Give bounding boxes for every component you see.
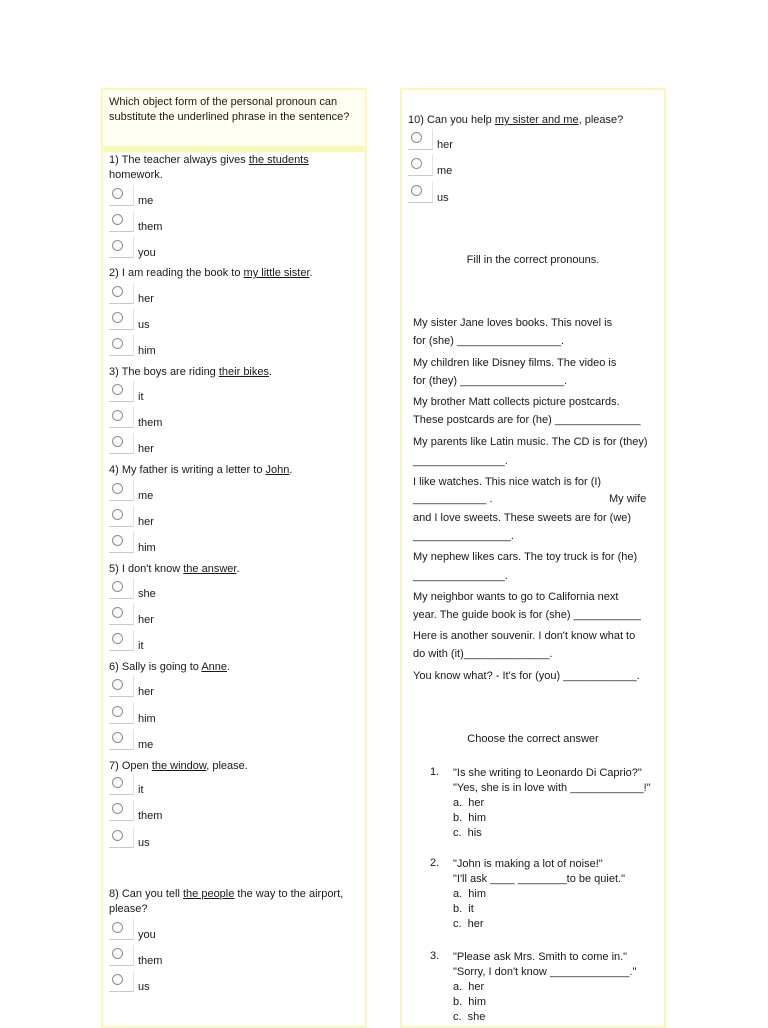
question-text-pre: 4) My father is writing a letter to (109, 464, 266, 476)
radio-button[interactable] (109, 433, 134, 454)
fill-line: These postcards are for (he) ______________ (413, 414, 641, 426)
radio-button[interactable] (109, 309, 134, 330)
question-text-post: , please. (206, 760, 248, 772)
question-text (109, 153, 363, 183)
question-text-pre: 10) Can you help (408, 114, 495, 126)
answer-option[interactable] (109, 185, 259, 211)
radio-button[interactable] (109, 630, 134, 651)
option-label: you (138, 247, 156, 259)
radio-button[interactable] (109, 919, 134, 940)
underlined-phrase: the people (182, 888, 235, 900)
mc-line: a. her (453, 797, 485, 809)
underlined-phrase: the window (151, 760, 207, 772)
answer-option[interactable] (109, 237, 259, 263)
answer-option[interactable] (109, 827, 259, 853)
mc-line: c. she (453, 1011, 486, 1023)
mc-line: b. it (453, 903, 474, 915)
fill-line: My wife (609, 493, 647, 505)
answer-option[interactable] (109, 407, 259, 433)
option-label: her (138, 686, 154, 698)
answer-option[interactable] (109, 919, 259, 945)
answer-option[interactable] (109, 433, 259, 459)
fill-line: Here is another souvenir. I don't know what to (413, 630, 636, 642)
fill-line: do with (it)______________. (413, 648, 553, 660)
instructions: Which object form of the personal pronoun can substitute the underlined phrase in the sentence? (101, 88, 367, 148)
fill-line: I like watches. This nice watch is for (I) (413, 476, 602, 488)
answer-option[interactable] (109, 578, 259, 604)
mc-line: "Is she writing to Leonardo Di Caprio?" (453, 767, 642, 779)
answer-option[interactable] (109, 945, 259, 971)
radio-button[interactable] (109, 604, 134, 625)
option-label: them (138, 417, 163, 429)
underlined-phrase: the answer (183, 563, 237, 575)
option-label: us (138, 319, 150, 331)
option-label: me (437, 165, 453, 177)
choose-title: Choose the correct answer (467, 733, 599, 745)
radio-button[interactable] (109, 703, 134, 724)
option-label: me (138, 490, 154, 502)
radio-button[interactable] (109, 335, 134, 356)
radio-button[interactable] (109, 729, 134, 750)
answer-option[interactable] (408, 155, 558, 181)
question-text-pre: 1) The teacher always gives (109, 154, 249, 166)
question-text-pre: 8) Can you tell (109, 888, 183, 900)
fill-line: My nephew likes cars. The toy truck is for (he) (413, 551, 638, 563)
answer-option[interactable] (109, 774, 259, 800)
option-label: them (138, 810, 163, 822)
answer-option[interactable] (109, 703, 259, 729)
mc-line: "John is making a lot of noise!" (453, 858, 603, 870)
fill-line: year. The guide book is for (she) ___________ (413, 609, 641, 621)
option-label: him (138, 542, 156, 554)
question-text (109, 759, 363, 774)
fill-line: ____________ . (413, 493, 493, 505)
radio-button[interactable] (408, 155, 433, 176)
radio-button[interactable] (109, 676, 134, 697)
option-label: us (138, 981, 150, 993)
fill-line: My children like Disney films. The video is (413, 357, 617, 369)
answer-option[interactable] (408, 129, 558, 155)
answer-option[interactable] (109, 800, 259, 826)
question-text (109, 463, 363, 478)
answer-option[interactable] (109, 480, 259, 506)
option-label: it (138, 784, 144, 796)
question-text-post: . (289, 464, 293, 476)
mc-line: c. her (453, 918, 484, 930)
mc-line: "Sorry, I don't know _____________." (453, 966, 637, 978)
option-label: it (138, 640, 144, 652)
answer-option[interactable] (109, 604, 259, 630)
answer-option[interactable] (109, 630, 259, 656)
question-text-post: . (236, 563, 240, 575)
question-text (109, 660, 363, 675)
question-text-post: homework. (109, 169, 163, 181)
question-text-post: . (227, 661, 231, 673)
answer-option[interactable] (109, 971, 259, 997)
fill-line: _______________. (413, 455, 508, 467)
underlined-phrase: my little sister (243, 267, 310, 279)
option-label: me (138, 195, 154, 207)
question-text-pre: 5) I don't know (109, 563, 184, 575)
option-label: her (437, 139, 453, 151)
answer-option[interactable] (109, 532, 259, 558)
underlined-phrase: John (265, 464, 290, 476)
answer-option[interactable] (408, 182, 558, 208)
radio-button[interactable] (109, 506, 134, 527)
option-label: her (138, 614, 154, 626)
fill-line: for (they) _________________. (413, 375, 568, 387)
question-text-pre: 3) The boys are riding (109, 366, 219, 378)
radio-button[interactable] (109, 211, 134, 232)
radio-button[interactable] (109, 237, 134, 258)
option-label: us (437, 192, 449, 204)
mc-line: a. him (453, 888, 487, 900)
question-text (109, 365, 363, 380)
question-text (109, 562, 363, 577)
answer-option[interactable] (109, 283, 259, 309)
option-label: me (138, 739, 154, 751)
option-label: it (138, 391, 144, 403)
fill-line: You know what? - It's for (you) ____________. (413, 670, 640, 682)
answer-option[interactable] (109, 381, 259, 407)
fill-line: _______________. (413, 570, 508, 582)
radio-button[interactable] (408, 129, 433, 150)
fill-line: for (she) _________________. (413, 335, 565, 347)
option-label: you (138, 929, 156, 941)
radio-button[interactable] (109, 800, 134, 821)
underlined-phrase: their bikes (218, 366, 269, 378)
question-text (109, 887, 363, 917)
option-label: them (138, 221, 163, 233)
mc-number: 1. (430, 766, 440, 778)
question-text-post: . (269, 366, 273, 378)
radio-button[interactable] (109, 971, 134, 992)
underlined-phrase: my sister and me (494, 114, 579, 126)
option-label: him (138, 713, 156, 725)
question-text (408, 113, 662, 128)
option-label: she (138, 588, 156, 600)
answer-option[interactable] (109, 729, 259, 755)
radio-button[interactable] (109, 827, 134, 848)
option-label: her (138, 443, 154, 455)
radio-button[interactable] (109, 532, 134, 553)
fill-line: ________________. (413, 530, 514, 542)
option-label: her (138, 516, 154, 528)
mc-line: b. him (453, 996, 487, 1008)
question-text-post: . (309, 267, 313, 279)
option-label: her (138, 293, 154, 305)
radio-button[interactable] (109, 945, 134, 966)
answer-option[interactable] (109, 211, 259, 237)
mc-line: "I'll ask ____ ________to be quiet." (453, 873, 625, 885)
fill-line: and I love sweets. These sweets are for (we) (413, 512, 632, 524)
radio-button[interactable] (109, 480, 134, 501)
question-text-pre: 7) Open (109, 760, 152, 772)
question-text-pre: 2) I am reading the book to (109, 267, 244, 279)
fill-line: My brother Matt collects picture postcards. (413, 396, 620, 408)
option-label: us (138, 837, 150, 849)
answer-option[interactable] (109, 335, 259, 361)
answer-option[interactable] (109, 676, 259, 702)
answer-option[interactable] (109, 506, 259, 532)
option-label: him (138, 345, 156, 357)
question-text-pre: 6) Sally is going to (109, 661, 202, 673)
underlined-phrase: Anne (201, 661, 228, 673)
radio-button[interactable] (109, 381, 134, 402)
mc-number: 2. (430, 857, 440, 869)
radio-button[interactable] (109, 283, 134, 304)
question-text-post: , please? (578, 114, 624, 126)
fill-line: My sister Jane loves books. This novel is (413, 317, 613, 329)
fill-title: Fill in the correct pronouns. (466, 254, 600, 266)
mc-line: c. his (453, 827, 482, 839)
radio-button[interactable] (408, 182, 433, 203)
question-text-post: the way to the airport, please? (109, 888, 344, 915)
mc-line: a. her (453, 981, 485, 993)
radio-button[interactable] (109, 774, 134, 795)
radio-button[interactable] (109, 578, 134, 599)
mc-line: "Yes, she is in love with ____________!" (453, 782, 651, 794)
answer-option[interactable] (109, 309, 259, 335)
fill-line: My parents like Latin music. The CD is for (they) (413, 436, 648, 448)
radio-button[interactable] (109, 185, 134, 206)
underlined-phrase: the students (248, 154, 309, 166)
question-text (109, 266, 363, 281)
header-divider (101, 146, 367, 152)
fill-line: My neighbor wants to go to California next (413, 591, 619, 603)
mc-line: "Please ask Mrs. Smith to come in." (453, 951, 628, 963)
mc-line: b. him (453, 812, 487, 824)
mc-number: 3. (430, 950, 440, 962)
option-label: them (138, 955, 163, 967)
radio-button[interactable] (109, 407, 134, 428)
